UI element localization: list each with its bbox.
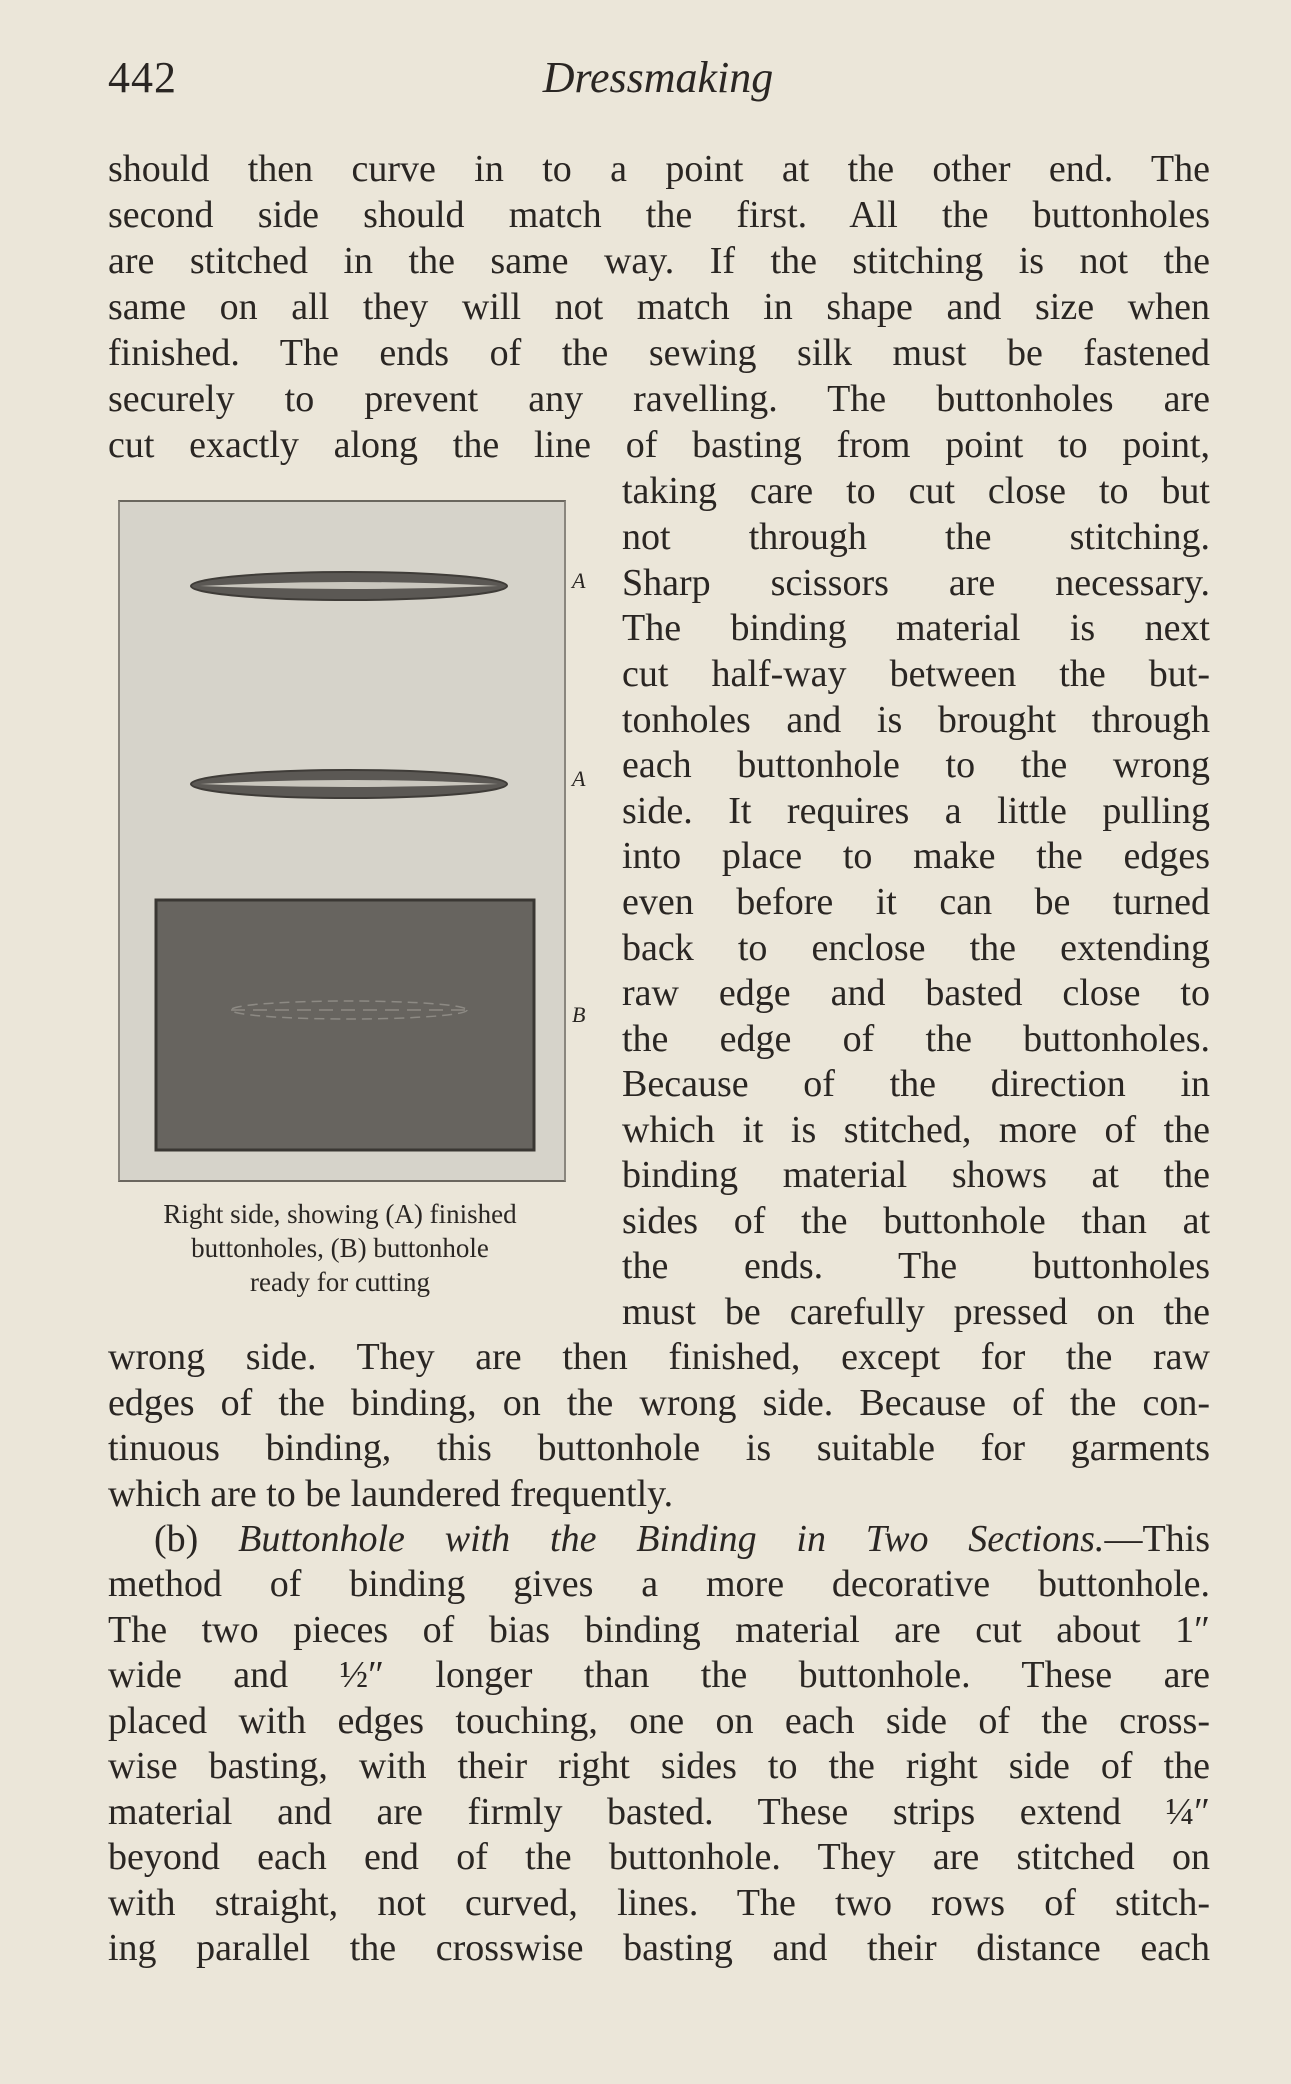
text-line: into place to make the edges [622,835,1210,877]
section-heading-line [154,1516,1210,1562]
text-line: ing parallel the crosswise basting and their distance each [108,1927,1210,1969]
text-line: the edge of the buttonholes. [622,1018,1210,1060]
text-line: wide and ½″ longer than the buttonhole. These are [108,1654,1210,1696]
section-title: Buttonhole with the Binding in Two Sections. [238,1518,1105,1560]
text-line: tinuous binding, this buttonhole is suitable for garments [108,1427,1210,1469]
section-prefix: (b) [154,1518,239,1560]
text-line: back to enclose the extending [622,927,1210,969]
page-number: 442 [108,53,177,102]
text-line: which it is stitched, more of the [622,1109,1210,1151]
caption-line: ready for cutting [250,1267,430,1297]
text-line: edges of the binding, on the wrong side. Because of the con- [108,1382,1210,1424]
text-line: must be carefully pressed on the [622,1291,1210,1333]
text-line: each buttonhole to the wrong [622,744,1210,786]
text-line: placed with edges touching, one on each side of the cross- [108,1700,1210,1742]
finished-buttonhole-2 [191,770,507,798]
text-line: raw edge and basted close to [622,972,1210,1014]
caption-line: Right side, showing (A) finished [163,1199,517,1229]
text-line: should then curve in to a point at the other end. The [108,148,1210,190]
label-a-1: A [572,568,586,593]
buttonhole-figure [118,500,566,1182]
text-line: Because of the direction in [622,1063,1210,1105]
text-line: taking care to cut close to but [622,470,1210,512]
text-line: the ends. The buttonholes [622,1245,1210,1287]
text-line: securely to prevent any ravelling. The buttonholes are [108,378,1210,420]
text-line: Sharp scissors are necessary. [622,562,1210,604]
running-title: Dressmaking [542,53,774,102]
text-line: with straight, not curved, lines. The two rows of stitch- [108,1882,1210,1924]
figure-caption [100,1197,580,1299]
text-line: which are to be laundered frequently. [108,1473,674,1515]
text-line: are stitched in the same way. If the stitching is not the [108,240,1210,282]
finished-buttonhole-1 [191,572,507,600]
section-suffix: —This [1104,1518,1210,1560]
text-line: same on all they will not match in shape and size when [108,286,1210,328]
caption-line: buttonholes, (B) buttonhole [191,1233,489,1263]
text-line: side. It requires a little pulling [622,790,1210,832]
text-line: wise basting, with their right sides to the right side of the [108,1745,1210,1787]
text-line: The two pieces of bias binding material are cut about 1″ [108,1609,1210,1651]
text-line: cut half-way between the but- [622,653,1210,695]
buttonhole-illustration [120,502,564,1180]
text-line: finished. The ends of the sewing silk must be fastened [108,332,1210,374]
text-line: material and are firmly basted. These strips extend ¼″ [108,1791,1210,1833]
text-line: method of binding gives a more decorative buttonhole. [108,1563,1210,1605]
text-line: second side should match the first. All the buttonholes [108,194,1210,236]
text-line: wrong side. They are then finished, except for the raw [108,1336,1210,1378]
text-line: cut exactly along the line of basting from point to point, [108,424,1210,466]
text-line: sides of the buttonhole than at [622,1200,1210,1242]
text-line: even before it can be turned [622,881,1210,923]
binding-square [156,900,534,1150]
text-line: tonholes and is brought through [622,699,1210,741]
label-a-2: A [572,766,586,791]
text-line: beyond each end of the buttonhole. They are stitched on [108,1836,1210,1878]
text-line: The binding material is next [622,607,1210,649]
text-line: binding material shows at the [622,1154,1210,1196]
page-header [108,52,1208,112]
text-line: not through the stitching. [622,516,1210,558]
label-b: B [572,1002,586,1027]
